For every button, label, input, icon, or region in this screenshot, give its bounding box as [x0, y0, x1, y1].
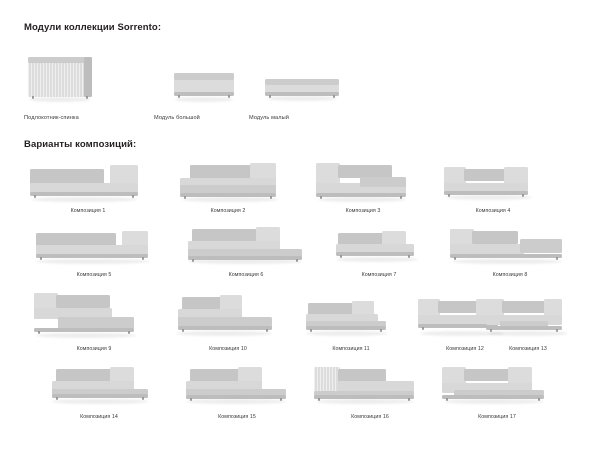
composition-caption: Композиция 6	[228, 272, 264, 278]
composition-14-illustration	[34, 363, 164, 409]
composition-caption: Композиция 5	[76, 272, 112, 278]
composition-8-illustration	[444, 225, 576, 267]
module-item-armrest-back	[24, 43, 154, 121]
composition-item	[24, 158, 152, 214]
module-caption: Подлокотник-спинка	[24, 115, 79, 121]
composition-caption: Композиция 12	[446, 346, 484, 352]
composition-caption: Композиция 17	[478, 414, 516, 420]
module-item-large	[154, 43, 249, 121]
composition-item	[24, 222, 164, 278]
composition-5-illustration	[24, 225, 164, 267]
composition-9-illustration	[24, 289, 164, 341]
composition-10-illustration	[164, 293, 292, 341]
module-item-small	[249, 43, 369, 121]
composition-13-illustration	[480, 293, 576, 341]
composition-caption: Композиция 10	[209, 346, 247, 352]
composition-caption: Композиция 2	[210, 208, 246, 214]
composition-11-illustration	[296, 293, 406, 341]
composition-caption: Композиция 13	[509, 346, 547, 352]
composition-caption: Композиция 14	[80, 414, 118, 420]
composition-caption: Композиция 3	[345, 208, 381, 214]
composition-item	[304, 158, 422, 214]
composition-15-illustration	[174, 363, 300, 409]
modules-heading: Модули коллекции Sorrento:	[24, 22, 162, 33]
composition-item	[444, 222, 576, 278]
module-small-illustration	[263, 69, 341, 103]
composition-caption: Композиция 8	[492, 272, 528, 278]
composition-caption: Композиция 1	[70, 208, 106, 214]
composition-item	[310, 360, 430, 420]
composition-item	[296, 286, 406, 352]
composition-item	[34, 360, 164, 420]
composition-item	[164, 286, 292, 352]
composition-item	[24, 286, 164, 352]
composition-item	[324, 222, 434, 278]
composition-caption: Композиция 16	[351, 414, 389, 420]
composition-6-illustration	[176, 225, 316, 267]
module-caption: Модуль большой	[154, 115, 200, 121]
composition-1-illustration	[24, 161, 152, 203]
module-large-illustration	[172, 65, 236, 103]
compositions-grid	[24, 158, 576, 438]
composition-item	[434, 158, 552, 214]
composition-17-illustration	[434, 363, 560, 409]
composition-16-illustration	[310, 363, 430, 409]
modules-row	[24, 43, 576, 121]
composition-7-illustration	[324, 225, 434, 267]
composition-caption: Композиция 15	[218, 414, 256, 420]
module-armrest-back-illustration	[24, 53, 94, 103]
composition-2-illustration	[164, 161, 292, 203]
composition-item	[480, 286, 576, 352]
composition-item	[434, 360, 560, 420]
module-caption: Модуль малый	[249, 115, 289, 121]
composition-caption: Композиция 11	[332, 346, 370, 352]
composition-item	[176, 222, 316, 278]
composition-item	[174, 360, 300, 420]
compositions-heading: Варианты композиций:	[24, 139, 137, 150]
composition-caption: Композиция 9	[76, 346, 112, 352]
composition-caption: Композиция 7	[361, 272, 397, 278]
composition-item	[164, 158, 292, 214]
composition-4-illustration	[434, 161, 552, 203]
composition-3-illustration	[304, 161, 422, 203]
composition-caption: Композиция 4	[475, 208, 511, 214]
